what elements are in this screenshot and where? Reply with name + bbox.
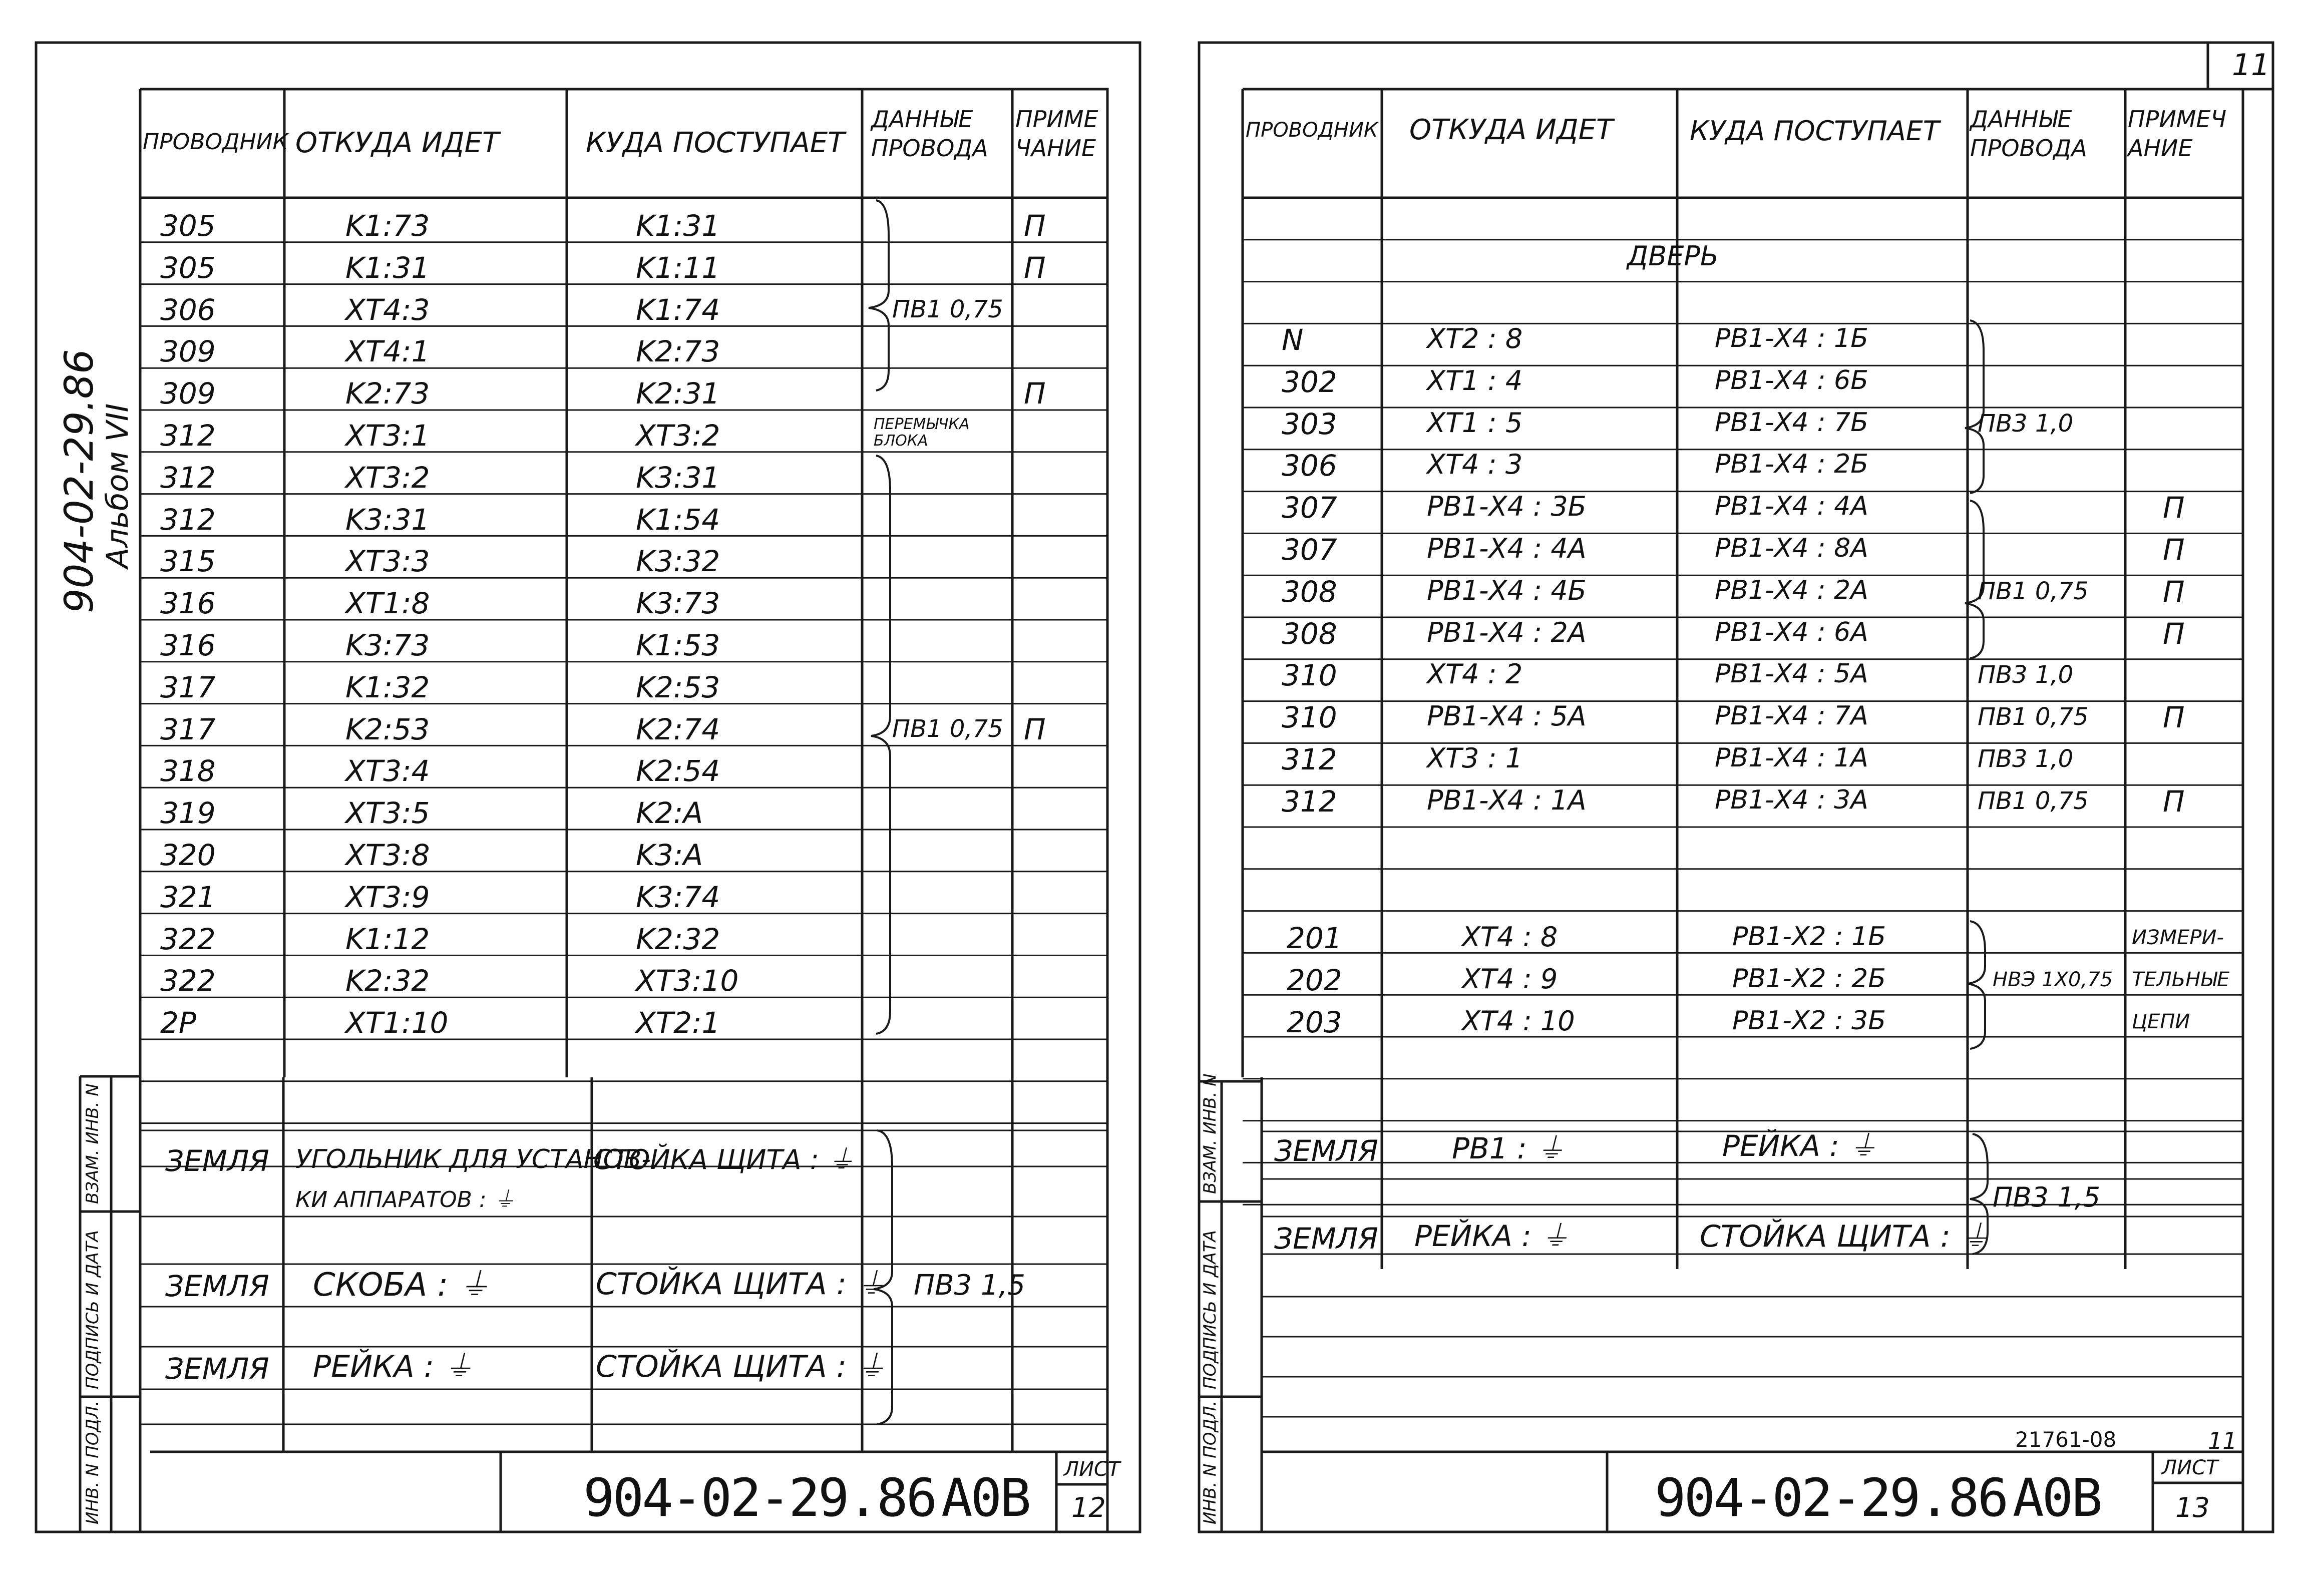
left-stamp-label-2: ПОДПИСЬ И ДАТА — [83, 1230, 103, 1389]
right-row-conductor: 312 — [1282, 742, 1337, 776]
left-row-to: K2:32 — [636, 922, 720, 956]
left-brace-1 — [869, 200, 889, 390]
left-row-conductor: 2P — [160, 1006, 196, 1040]
right-order-number: 21761-08 — [2015, 1427, 2117, 1452]
right-row-from: XT4 : 3 — [1427, 449, 1523, 481]
right-measure-from: XT4 : 8 — [1462, 921, 1558, 953]
right-row-to: РВ1-Х4 : 2А — [1715, 575, 1868, 605]
right-row-from: XT4 : 2 — [1427, 658, 1523, 690]
left-row-conductor: 321 — [160, 880, 216, 914]
right-header-note: ПРИМЕЧАНИЕ — [2128, 106, 2227, 162]
right-section-title: ДВЕРЬ — [1627, 240, 1719, 272]
right-row-wire: ПВ3 1,0 — [1978, 745, 2074, 773]
right-ground-wire: ПВ3 1,5 — [1993, 1181, 2101, 1213]
right-header-wire: ДАННЫЕ ПРОВОДА — [1970, 106, 2087, 162]
right-row-conductor: 303 — [1282, 407, 1337, 441]
left-row-from: K1:32 — [345, 670, 430, 704]
left-title-code: 904-02-29.86 — [583, 1467, 936, 1528]
right-measure-to: РВ1-Х2 : 2Б — [1732, 963, 1886, 994]
left-row-conductor: 306 — [160, 292, 216, 327]
right-row-conductor: 310 — [1282, 658, 1337, 693]
left-row-from: XT3:8 — [345, 838, 430, 872]
right-row-from: РВ1-Х4 : 4Б — [1427, 574, 1587, 606]
left-row-from: XT4:1 — [345, 334, 430, 369]
right-row-note: П — [2163, 784, 2185, 819]
left-ground-3-conductor: ЗЕМЛЯ — [165, 1269, 269, 1303]
left-row-to: XT2:1 — [636, 1006, 720, 1040]
left-row-conductor: 312 — [160, 419, 216, 453]
right-row-from: XT1 : 5 — [1427, 407, 1523, 439]
right-row-from: РВ1-Х4 : 2А — [1427, 616, 1587, 648]
right-sheet-number: 13 — [2175, 1492, 2210, 1523]
left-row-note: П — [1024, 250, 1046, 285]
right-header-conductor: ПРОВОДНИК — [1246, 119, 1378, 142]
left-stamp-label-3: ИНВ. N ПОДЛ. — [83, 1400, 103, 1524]
right-sheet-label: ЛИСТ — [2162, 1456, 2218, 1479]
left-row-from: K2:73 — [345, 376, 430, 411]
left-row-to: K1:53 — [636, 628, 720, 662]
right-measure-note: ТЕЛЬНЫЕ — [2132, 968, 2230, 991]
left-row-from: K2:32 — [345, 964, 430, 998]
right-row-from: XT2 : 8 — [1427, 323, 1523, 354]
left-row-conductor: 320 — [160, 838, 216, 872]
left-ground-4-from: РЕЙКА : ⏚ — [313, 1349, 474, 1384]
left-sheet-number: 12 — [1071, 1492, 1106, 1523]
left-row-to: K1:31 — [636, 209, 720, 243]
left-ground-1-to: СТОЙКА ЩИТА : ⏚ — [593, 1144, 855, 1175]
right-measure-to: РВ1-Х2 : 3Б — [1732, 1005, 1886, 1036]
right-measure-from: XT4 : 10 — [1462, 1005, 1575, 1037]
left-row-conductor: 312 — [160, 460, 216, 495]
right-title-code: 904-02-29.86 — [1655, 1467, 2007, 1528]
left-row-from: K3:31 — [345, 502, 430, 537]
left-row-to: K1:54 — [636, 502, 720, 537]
left-row-conductor: 309 — [160, 334, 216, 369]
left-header-conductor: ПРОВОДНИК — [143, 129, 288, 155]
left-row-from: XT1:8 — [345, 586, 430, 621]
left-row-from: K2:53 — [345, 712, 430, 746]
right-measure-conductor: 201 — [1287, 921, 1342, 955]
left-row-conductor: 322 — [160, 964, 216, 998]
right-measure-wire: НВЭ 1Х0,75 — [1993, 968, 2113, 991]
left-row-to: K2:74 — [636, 712, 720, 746]
right-measure-note: ИЗМЕРИ- — [2132, 926, 2224, 949]
left-row-from: K1:73 — [345, 209, 430, 243]
right-row-to: РВ1-Х4 : 7А — [1715, 701, 1868, 731]
right-row-to: РВ1-Х4 : 3А — [1715, 784, 1868, 815]
left-row-from: XT3:9 — [345, 880, 430, 914]
left-row-from: K1:12 — [345, 922, 430, 956]
left-ground-wire: ПВ3 1,5 — [914, 1269, 1026, 1302]
right-ground-1-conductor: ЗЕМЛЯ — [1274, 1134, 1378, 1168]
left-row-to: K3:73 — [636, 586, 720, 621]
right-measure-conductor: 202 — [1287, 963, 1342, 997]
left-ground-2-from: КИ АППАРАТОВ : ⏚ — [295, 1187, 516, 1213]
right-row-note: П — [2163, 533, 2185, 567]
left-header-to: КУДА ПОСТУПАЕТ — [586, 127, 845, 159]
right-measure-note: ЦЕПИ — [2132, 1010, 2190, 1033]
left-sheet-label: ЛИСТ — [1064, 1458, 1120, 1481]
right-row-conductor: 307 — [1282, 533, 1337, 567]
right-brace-3 — [1968, 921, 1985, 1049]
left-ground-1-conductor: ЗЕМЛЯ — [165, 1144, 269, 1178]
right-row-conductor: 307 — [1282, 491, 1337, 525]
right-measure-conductor: 203 — [1287, 1005, 1342, 1039]
right-row-to: РВ1-Х4 : 1А — [1715, 743, 1868, 773]
left-row-to: K2:31 — [636, 376, 720, 411]
right-row-wire: ПВ1 0,75 — [1978, 703, 2089, 731]
left-row-to: K3:32 — [636, 544, 720, 579]
left-row-wire: ПВ1 0,75 — [892, 295, 1003, 323]
left-row-from: XT3:2 — [345, 460, 430, 495]
right-row-from: РВ1-Х4 : 4А — [1427, 533, 1587, 564]
right-stamp-label-1: ВЗАМ. ИНВ. N — [1200, 1073, 1220, 1194]
left-row-conductor: 317 — [160, 712, 216, 746]
left-row-conductor: 316 — [160, 628, 216, 662]
right-title-suffix: А0В — [2013, 1467, 2101, 1528]
left-row-to: K3:74 — [636, 880, 720, 914]
right-row-note: П — [2163, 616, 2185, 651]
right-table-left-border — [1243, 89, 1262, 1532]
right-measure-to: РВ1-Х2 : 1Б — [1732, 922, 1886, 952]
right-row-wire: ПВ3 1,0 — [1978, 409, 2074, 438]
left-ground-4-conductor: ЗЕМЛЯ — [165, 1352, 269, 1386]
left-stamp-label-1: ВЗАМ. ИНВ. N — [83, 1083, 103, 1204]
left-ground-3-to: СТОЙКА ЩИТА : ⏚ — [596, 1267, 886, 1302]
right-row-conductor: 302 — [1282, 364, 1337, 399]
album-code: 904-02-29.86 — [57, 349, 102, 613]
left-row-conductor: 315 — [160, 544, 216, 579]
left-row-conductor: 309 — [160, 376, 216, 411]
left-row-from: XT1:10 — [345, 1006, 449, 1040]
left-brace-2 — [871, 456, 890, 1034]
right-header-from: ОТКУДА ИДЕТ — [1409, 114, 1614, 146]
left-row-to: K2:54 — [636, 754, 720, 788]
right-row-from: XT3 : 1 — [1427, 742, 1523, 774]
left-row-conductor: 312 — [160, 502, 216, 537]
left-header-wire: ДАННЫЕ ПРОВОДА — [871, 106, 988, 162]
left-row-from: K1:31 — [345, 250, 430, 285]
left-row-to: K1:74 — [636, 292, 720, 327]
album-volume: Альбом VII — [100, 403, 135, 568]
left-row-note: П — [1024, 712, 1046, 746]
right-row-conductor: 306 — [1282, 449, 1337, 483]
left-row-to: K1:11 — [636, 250, 720, 285]
right-stamp-label-2: ПОДПИСЬ И ДАТА — [1200, 1230, 1220, 1389]
left-row-to: XT3:2 — [636, 419, 720, 453]
right-row-from: РВ1-Х4 : 1А — [1427, 784, 1587, 816]
left-col-line-2 — [567, 89, 592, 1452]
left-row-conductor: 305 — [160, 250, 216, 285]
right-row-note: П — [2163, 574, 2185, 609]
right-measure-from: XT4 : 9 — [1462, 963, 1558, 995]
left-row-to: K3:A — [636, 838, 703, 872]
right-ground-3-conductor: ЗЕМЛЯ — [1274, 1222, 1378, 1256]
left-header-from: ОТКУДА ИДЕТ — [295, 127, 500, 159]
left-row-to: K2:53 — [636, 670, 720, 704]
left-row-from: XT4:3 — [345, 292, 430, 327]
left-row-to: XT3:10 — [636, 964, 739, 998]
right-stamp-label-3: ИНВ. N ПОДЛ. — [1200, 1400, 1220, 1524]
left-row-conductor: 316 — [160, 586, 216, 621]
left-row-conductor: 305 — [160, 209, 216, 243]
right-ground-3-to: СТОЙКА ЩИТА : ⏚ — [1700, 1219, 1990, 1254]
right-row-wire: ПВ3 1,0 — [1978, 661, 2074, 689]
right-row-from: РВ1-Х4 : 3Б — [1427, 491, 1587, 523]
left-row-wire: ПЕРЕМЫЧКА БЛОКА — [874, 416, 970, 450]
right-row-wire: ПВ1 0,75 — [1978, 577, 2089, 605]
left-row-wire: ПВ1 0,75 — [892, 714, 1003, 743]
right-row-to: РВ1-Х4 : 1Б — [1715, 323, 1868, 353]
right-row-to: РВ1-Х4 : 6А — [1715, 617, 1868, 647]
left-row-from: XT3:3 — [345, 544, 430, 579]
left-col-line-1 — [283, 89, 284, 1452]
right-row-to: РВ1-Х4 : 8А — [1715, 533, 1868, 563]
right-ground-1-to: РЕЙКА : ⏚ — [1722, 1129, 1878, 1163]
left-row-to: K2:73 — [636, 334, 720, 369]
right-row-to: РВ1-Х4 : 7Б — [1715, 407, 1868, 438]
right-row-conductor: 308 — [1282, 574, 1337, 609]
right-row-to: РВ1-Х4 : 5А — [1715, 659, 1868, 689]
left-row-from: XT3:4 — [345, 754, 430, 788]
left-row-from: XT3:5 — [345, 796, 430, 831]
left-row-conductor: 318 — [160, 754, 216, 788]
right-row-from: XT1 : 4 — [1427, 364, 1523, 396]
left-title-suffix: А0В — [941, 1467, 1029, 1528]
right-header-to: КУДА ПОСТУПАЕТ — [1690, 115, 1940, 147]
corner-page-number: 11 — [2232, 48, 2270, 83]
left-row-from: XT3:1 — [345, 419, 430, 453]
right-row-to: РВ1-Х4 : 4А — [1715, 491, 1868, 522]
right-ground-3-from: РЕЙКА : ⏚ — [1414, 1219, 1570, 1253]
right-row-note: П — [2163, 491, 2185, 525]
right-row-to: РВ1-Х4 : 6Б — [1715, 365, 1868, 395]
left-row-conductor: 322 — [160, 922, 216, 956]
right-row-wire: ПВ1 0,75 — [1978, 786, 2089, 815]
right-row-from: РВ1-Х4 : 5А — [1427, 700, 1587, 732]
right-row-conductor: 310 — [1282, 700, 1337, 735]
left-row-from: K3:73 — [345, 628, 430, 662]
left-row-note: П — [1024, 209, 1046, 243]
right-row-conductor: 308 — [1282, 616, 1337, 651]
right-row-note: П — [2163, 700, 2185, 735]
left-row-to: K3:31 — [636, 460, 720, 495]
left-ground-1-from: УГОЛЬНИК ДЛЯ УСТАНОВ- — [295, 1144, 651, 1174]
right-row-conductor: N — [1282, 323, 1304, 357]
left-header-note: ПРИМЕЧАНИЕ — [1015, 106, 1098, 162]
right-row-conductor: 312 — [1282, 784, 1337, 819]
left-row-conductor: 317 — [160, 670, 216, 704]
right-ground-1-from: РВ1 : ⏚ — [1452, 1131, 1566, 1165]
left-row-to: K2:A — [636, 796, 703, 831]
left-ground-3-from: СКОБА : ⏚ — [313, 1267, 491, 1304]
right-order-sheet: 11 — [2208, 1427, 2237, 1454]
left-row-note: П — [1024, 376, 1046, 411]
right-row-to: РВ1-Х4 : 2Б — [1715, 449, 1868, 480]
left-ground-4-to: СТОЙКА ЩИТА : ⏚ — [596, 1349, 886, 1384]
left-row-conductor: 319 — [160, 796, 216, 831]
